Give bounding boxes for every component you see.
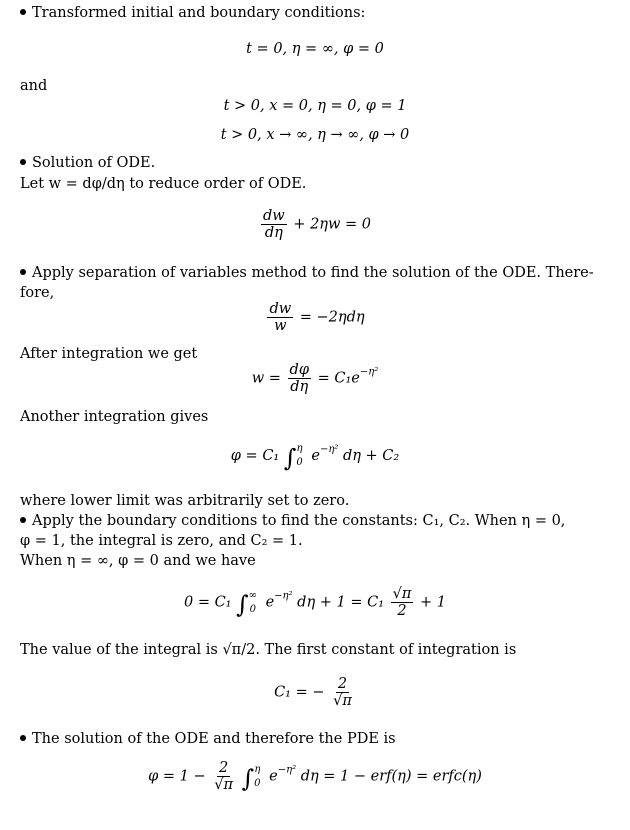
numerator: √π <box>392 586 412 602</box>
equation-zero <box>0 586 630 619</box>
equation-c1 <box>0 676 630 709</box>
integral-sign: ∫ <box>283 444 297 472</box>
equation-ode <box>0 208 630 241</box>
equation-rest: = −2ηdη <box>299 309 365 326</box>
let-w-text: Let w = dφ/dη to reduce order of ODE. <box>20 176 307 192</box>
equation-lhs: φ = C₁ <box>230 448 280 464</box>
bullet-boundary-line-1 <box>20 512 565 531</box>
integral-sign: ∫ <box>241 764 255 793</box>
exponent: −η² <box>274 590 293 602</box>
exponent: −η² <box>359 366 379 378</box>
bullet-transformed-conditions <box>20 4 365 23</box>
equation-separation <box>0 301 630 334</box>
upper-limit: η <box>296 443 303 454</box>
bullet-icon <box>20 735 26 741</box>
another-integration-text: Another integration gives <box>20 409 209 425</box>
lower-limit: 0 <box>254 777 261 789</box>
bullet-separation-line-1 <box>20 264 594 283</box>
equation-middle: dη + 1 = C₁ <box>297 594 385 611</box>
equation-lhs: w = <box>251 370 281 387</box>
denominator: √π <box>214 777 233 793</box>
equation-w <box>0 362 630 395</box>
and-text: and <box>20 78 48 94</box>
integral-limits <box>249 589 257 617</box>
integrand: e <box>265 594 275 611</box>
bullet-solution-of-ode <box>20 154 155 173</box>
bullet-separation-line-2: fore, <box>20 285 55 301</box>
after-integration-text: After integration we get <box>20 346 198 362</box>
bullet-boundary-line-2: φ = 1, the integral is zero, and C₂ = 1. <box>20 533 303 549</box>
exponent: −η² <box>277 764 297 776</box>
numerator: dφ <box>289 362 309 378</box>
bullet-icon <box>20 159 26 165</box>
bullet-icon <box>20 517 26 523</box>
denominator: 2 <box>397 603 407 619</box>
equation-rest: dη + C₂ <box>342 448 400 464</box>
lower-limit: 0 <box>296 457 303 468</box>
equation-lhs: 0 = C₁ <box>183 594 232 611</box>
equation-initial-condition: t = 0, η = ∞, φ = 0 <box>246 41 384 57</box>
integral-value-text: The value of the integral is √π/2. The first constant of integration is <box>20 642 517 658</box>
equation-lhs: C₁ = − <box>274 684 325 701</box>
integrand: e <box>311 448 320 464</box>
bullet-text: Apply separation of variables method to find the solution of the ODE. There- <box>32 265 594 281</box>
equation-rest: dη = 1 − erf(η) = erfc(η) <box>300 768 482 785</box>
denominator: √π <box>333 693 352 709</box>
numerator: dw <box>269 301 292 317</box>
bullet-text: The solution of the ODE and therefore the PDE is <box>32 731 396 747</box>
equation-final <box>0 760 630 793</box>
exponent: −η² <box>319 444 339 455</box>
upper-limit: ∞ <box>248 589 257 601</box>
denominator: w <box>274 318 287 334</box>
fraction <box>261 208 287 241</box>
bullet-final-solution <box>20 730 396 749</box>
denominator: dη <box>264 225 283 241</box>
fraction <box>391 586 414 619</box>
integral-limits <box>254 763 260 791</box>
equation-lhs: φ = 1 − <box>148 768 206 785</box>
fraction <box>267 301 293 334</box>
integral-limits <box>296 442 302 470</box>
lower-limit: 0 <box>249 603 256 615</box>
bullet-icon <box>20 269 26 275</box>
equation-rest: + 2ηw = 0 <box>293 216 371 233</box>
fraction <box>331 676 354 709</box>
equation-phi <box>0 440 630 470</box>
lower-limit-text: where lower limit was arbitrarily set to zero. <box>20 493 350 509</box>
fraction <box>288 362 311 395</box>
integral-sign: ∫ <box>236 590 249 619</box>
bullet-text: Solution of ODE. <box>32 155 156 171</box>
equation-boundary-condition-1: t > 0, x = 0, η = 0, φ = 1 <box>223 98 407 114</box>
integrand: e <box>269 768 278 785</box>
fraction <box>212 760 235 793</box>
numerator: 2 <box>337 676 348 692</box>
numerator: 2 <box>218 760 229 776</box>
bullet-text: Transformed initial and boundary conditions: <box>32 5 366 21</box>
equation-rest: + 1 <box>420 594 446 611</box>
bullet-icon <box>20 9 26 15</box>
denominator: dη <box>290 379 309 395</box>
equation-boundary-condition-2: t > 0, x → ∞, η → ∞, φ → 0 <box>220 127 410 143</box>
when-eta-infinity-text: When η = ∞, φ = 0 and we have <box>20 553 256 569</box>
bullet-text: Apply the boundary conditions to find the constants: C₁, C₂. When η = 0, <box>32 513 566 529</box>
equation-rhs: = C₁e <box>317 370 360 387</box>
numerator: dw <box>263 208 285 224</box>
upper-limit: η <box>254 763 261 775</box>
